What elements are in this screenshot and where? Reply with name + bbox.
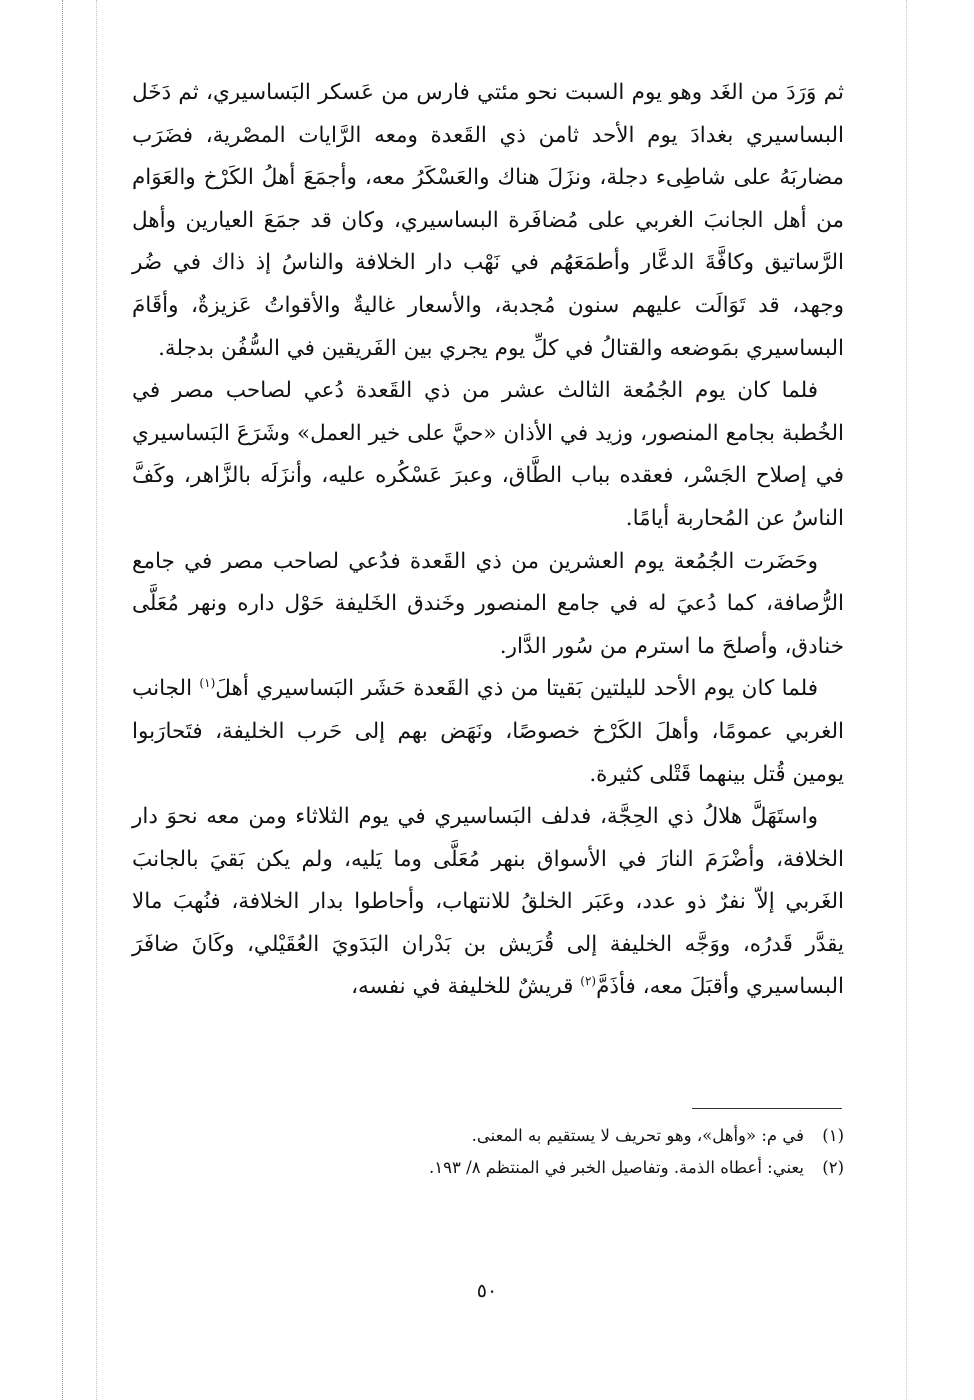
footnote-1-text: في م: «وأهل»، وهو تحريف لا يستقيم به المعنى.: [471, 1126, 804, 1145]
scan-edge-inner: [96, 0, 97, 1400]
paragraph-4-text-start: فلما كان يوم الأحد لليلتين بَقيتا من ذي القَعدة حَشَر البَساسيري أهلَ: [215, 676, 818, 702]
footnote-2-text: يعني: أعطاه الذمة. وتفاصيل الخبر في المنتظم ٨/ ١٩٣.: [429, 1158, 804, 1177]
paragraph-5-text-start: واستَهَلَّ هلالُ ذي الحِجَّة، فدلف البَساسيري في يوم الثلاثاء ومن معه نحوَ دار الخلافة، وأضْرَمَ النارَ في الأسواق بنهر مُعَلَّى وما يَليه، ولم يكن بَقيَ بالجانبَ الغَربي إلاّ نفرٌ ذو عدد، وعَبَر الخلقُ للانتهاب، وأحاطوا بدار الخلافة، فنُهبَ مالا يقدَّر قَدرُه، ووَجَّه الخليفة إلى قُرَيش بن بَدْران البَدَويَ العُقَيْلي، وكَانَ ضافَرَ البساسيري وأقبَلَ معه، فأذَمَّ: [132, 804, 844, 1000]
paragraph-5: [132, 796, 844, 1009]
paragraph-1: [132, 72, 844, 370]
footnote-2: [132, 1152, 844, 1184]
footnotes: [132, 1120, 844, 1184]
scan-edge-right: [906, 0, 907, 1400]
footnote-ref-1: (١): [199, 676, 216, 691]
paragraph-4: [132, 668, 844, 796]
footnote-2-number: (٢): [822, 1158, 844, 1177]
footnote-1: [132, 1120, 844, 1152]
paragraph-2: [132, 370, 844, 540]
footnote-1-number: (١): [822, 1126, 844, 1145]
paragraph-1-text: ثم وَرَدَ من الغَد وهو يوم السبت نحو مئتي فارس من عَسكر البَساسيري، ثم دَخَل البساسيري بغدادَ يوم الأحد ثامن ذي القَعدة ومعه الرَّايات المصْرية، فضَرَب مضاربَهُ على شاطِىء دجلة، ونزَلَ هناك والعَسْكَرُ معه، وأجمَعَ أهلُ الكَرْخ والعَوَام من أهل الجانبَ الغربي على مُضافَرة البساسيري، وكان قد جمَعَ العيارين وأهل الرَّساتيق وكافَّةَ الدعَّار وأطمَعَهُم في نَهْب دار الخلافة والناسُ إذ ذاك في ضُر وجهد، قد تَوَالَت عليهم سنون مُجدبة، والأسعار غاليةٌ والأقواتُ عَزيزةٌ، وأقَامَ البساسيري بمَوضعه والقتالُ في كلِّ يوم يجري بين الفَريقين في السُّفُن بدجلة.: [132, 80, 844, 361]
paragraph-3: [132, 541, 844, 669]
paragraph-5-text-end: قريشٌ للخليفة في نفسه،: [351, 974, 581, 1000]
footnote-divider: [692, 1108, 842, 1109]
paragraph-3-text: وحَضَرت الجُمُعة يوم العشرين من ذي القَعدة فدُعي لصاحب مصر في جامع الرُّصافة، كما دُعيَ له في جامع المنصور وخَندق الخَليفة حَوْل داره ونهر مُعَلَّى خنادق، وأصلحَ ما استرم من سُور الدَّار.: [132, 548, 844, 659]
page-number: ٥٠: [476, 1280, 498, 1302]
paragraph-4-text-end: الجانب الغربي عمومًا، وأهلَ الكَرْخ خصوصًا، ونَهَض بهم إلى حَرب الخليفة، فتَحارَبوا يومين قُتل بينهما قَتْلى كثيرة.: [132, 676, 844, 787]
footnote-ref-2: (٢): [580, 974, 597, 989]
scan-edge-left: [62, 0, 63, 1400]
main-text: [132, 72, 844, 1009]
paragraph-2-text: فلما كان يوم الجُمُعة الثالث عشر من ذي القَعدة دُعي لصاحب مصر في الخُطبة بجامع المنصور، وزيد في الأذان «حيَّ على خير العمل» وشَرَعَ البَساسيري في إصلاح الجَسْر، فعقده بباب الطَّاق، وعبرَ عَسْكُره عليه، وأنزَلَه بالزَّاهر، وكَفَّ الناسُ عن المُحاربة أيامًا.: [132, 378, 844, 531]
